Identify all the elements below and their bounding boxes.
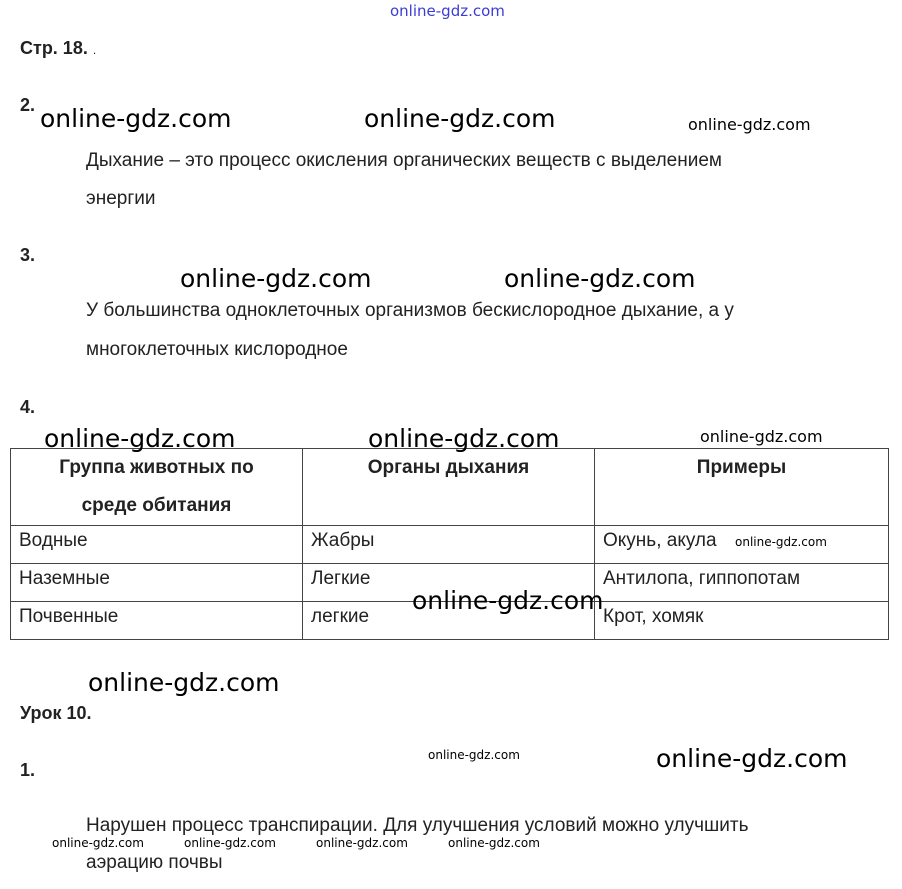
watermark: online-gdz.com <box>688 115 811 134</box>
table-header-group <box>11 449 303 526</box>
watermark: online-gdz.com <box>40 104 232 133</box>
watermark: online-gdz.com <box>88 668 280 697</box>
answer-2-line-2: энергии <box>86 188 156 209</box>
watermark: online-gdz.com <box>180 264 372 293</box>
answer-2-line-1: Дыхание – это процесс окисления органических веществ с выделением <box>86 150 722 171</box>
lesson-question-1-number: 1. <box>20 760 36 780</box>
answer-3-line-1: У большинства одноклеточных организмов бескислородное дыхание, а у <box>86 300 734 321</box>
lesson-answer-1-line-2: аэрацию почвы <box>86 852 223 873</box>
watermark: online-gdz.com <box>44 424 236 453</box>
table-cell: Наземные <box>11 564 303 602</box>
table-cell: Антилопа, гиппопотам <box>595 564 889 602</box>
header-line: Примеры <box>696 457 787 478</box>
page-number: Стр. 18. <box>20 38 88 58</box>
table-header-examples <box>595 449 889 526</box>
watermark: online-gdz.com <box>368 424 560 453</box>
watermark: online-gdz.com <box>364 104 556 133</box>
question-3-number: 3. <box>20 245 36 265</box>
table-header-organs <box>303 449 595 526</box>
answer-3-line-2: многоклеточных кислородное <box>86 339 348 360</box>
watermark-top: online-gdz.com <box>390 2 505 20</box>
table-cell: Окунь, акула <box>595 526 889 564</box>
watermark: online-gdz.com <box>448 836 540 850</box>
lesson-title: Урок 10. <box>20 703 92 723</box>
lesson-answer-1-line-1: Нарушен процесс транспирации. Для улучшения условий можно улучшить <box>86 815 749 836</box>
table-cell: Жабры <box>303 526 595 564</box>
header-line: среде обитания <box>81 495 232 516</box>
page-title <box>20 38 96 59</box>
watermark: online-gdz.com <box>700 427 823 446</box>
watermark: online-gdz.com <box>428 748 520 762</box>
header-line: Группа животных по <box>59 457 254 478</box>
table-cell: Почвенные <box>11 602 303 640</box>
table-cell: Крот, хомяк <box>595 602 889 640</box>
page-dots: . <box>92 43 97 57</box>
watermark: online-gdz.com <box>184 836 276 850</box>
header-line: Органы дыхания <box>367 457 530 478</box>
watermark: online-gdz.com <box>656 744 848 773</box>
table-header-row <box>11 449 889 526</box>
watermark: online-gdz.com <box>316 836 408 850</box>
watermark: online-gdz.com <box>735 535 827 549</box>
watermark: online-gdz.com <box>52 836 144 850</box>
question-4-number: 4. <box>20 397 36 417</box>
table-cell: Легкие <box>303 564 595 602</box>
table-cell: легкие <box>303 602 595 640</box>
watermark: online-gdz.com <box>412 586 604 615</box>
question-2-number: 2. <box>20 95 36 115</box>
watermark: online-gdz.com <box>504 264 696 293</box>
table-cell: Водные <box>11 526 303 564</box>
